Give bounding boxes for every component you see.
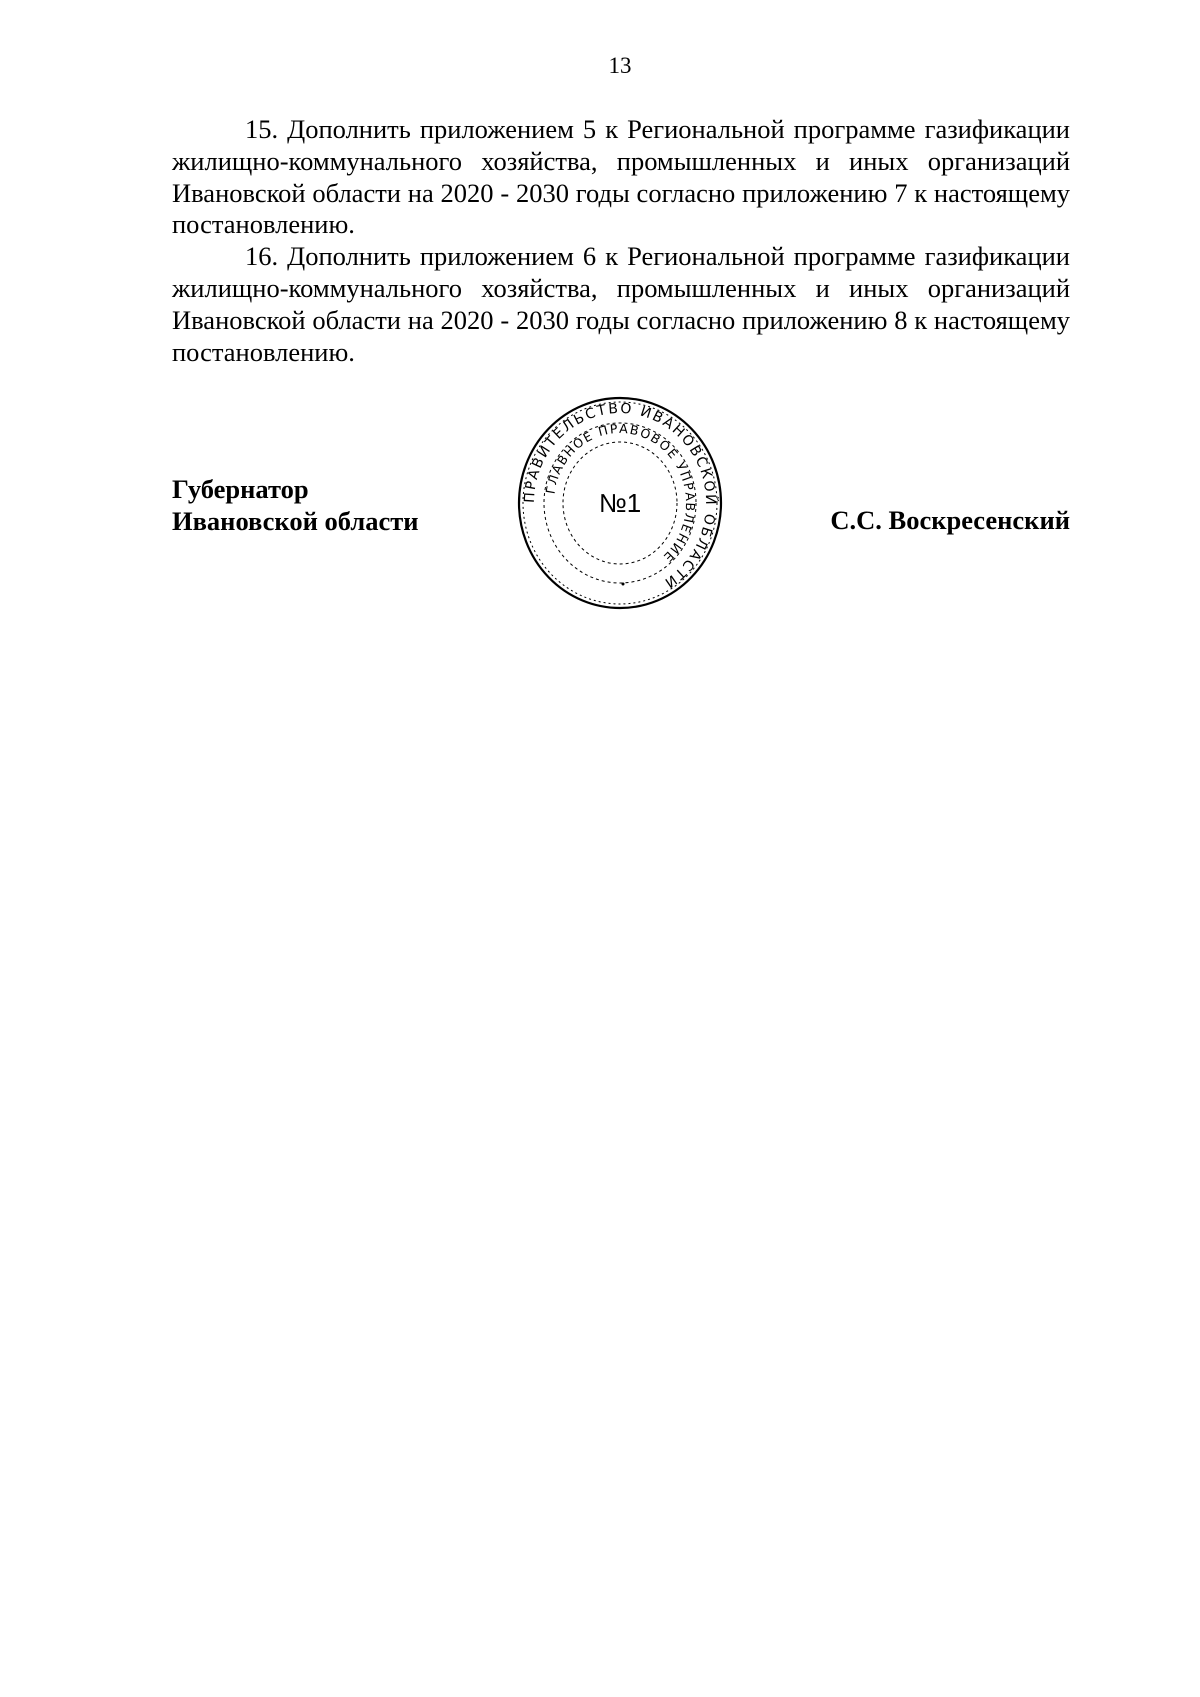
stamp-inner-text: ГЛАВНОЕ ПРАВОВОЕ УПРАВЛЕНИЕ — [542, 420, 699, 566]
signatory-name: С.С. Воскресенский — [830, 505, 1070, 535]
stamp-center-number: №1 — [598, 488, 642, 518]
official-stamp — [517, 396, 723, 610]
stamp-seal-icon — [517, 396, 723, 610]
paragraph-item-15: 15. Дополнить приложением 5 к Региональной программе газификации жилищно-коммунального хозяйства, промышленных и иных организаций Ивановской области на 2020 - 2030 годы согласно приложению 7 к настоящему постановлению. — [172, 114, 1070, 240]
signatory-title-line1: Губернатор — [172, 474, 309, 504]
signatory-title-line2: Ивановской области — [172, 505, 419, 536]
stamp-dot — [622, 583, 625, 586]
signatory-title — [172, 474, 419, 537]
page-number: 13 — [608, 53, 632, 78]
stamp-outer-text: ПРАВИТЕЛЬСТВО ИВАНОВСКОЙ ОБЛАСТИ — [521, 400, 719, 592]
paragraph-item-16: 16. Дополнить приложением 6 к Региональной программе газификации жилищно-коммунального хозяйства, промышленных и иных организаций Ивановской области на 2020 - 2030 годы согласно приложению 8 к настоящему постановлению. — [172, 241, 1070, 367]
document-body — [172, 114, 1070, 368]
